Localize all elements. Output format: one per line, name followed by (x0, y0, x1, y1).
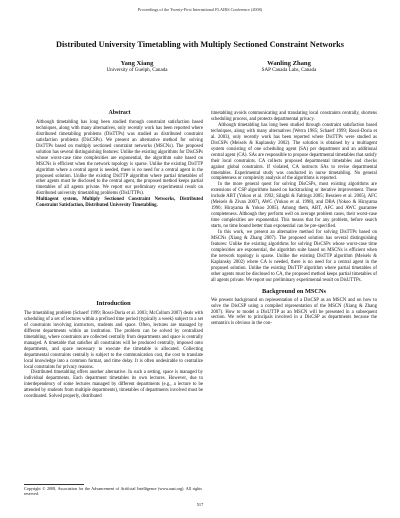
author-name: Wanling Zhang (267, 60, 311, 67)
introduction-section (24, 301, 203, 400)
paragraph: timetabling avoids communicating and translating local constraints centrally, shortens scheduling process, and protects departmental privacy. (211, 111, 377, 122)
paragraph: In the more general quest for solving DisCSPs, most existing algorithms are extensions of CSP algorithms based on backtracking or iterative improvement. These include ABT (Yokoo et al. 1992; Silaghi & Faltings 2005; Bessiere et al. 2005), AFC (Meisels & Zivan 2007), AWC (Yokoo et al. 1998), and DBA (Yokoo & Hirayama 1996; Hirayama & Yokoo 2005). Among them, ABT, AFC and AWC guarantee completeness. Although they perform well on average problem cases, their worst-case time complexities are exponential. This means that for any problem, before search starts, no time bound better than exponential can be pre-specified. (211, 182, 377, 230)
copyright-footnote: Copyright © 2008, Association for the Advancement of Artificial Intelligence (www.aaai.org). All rights reserved. (24, 486, 202, 496)
abstract-body: Although timetabling has long been studied through constraint satisfaction based techniques, along with many alternatives, only recently work has been reported where distributed timetabling problems (DisTTPs) was studied as distributed constraint satisfaction problems (DisCSPs). We present an alternative method for solving DisTTPs based on multiply sectioned constraint networks (MSCNs). The proposed solution has several distinguishing features: Unlike the existing algorithms for DisCSPs whose worst-case time complexities are exponential, the algorithm suite based on MSCNs is efficient when the network topology is sparse. Unlike the existing DisTTP algorithm where a central agent is needed, there is no need for a central agent in the proposed solution. Unlike the existing DisTTP algorithm where partial timetables of other agents must be disclosed to the central agent, the proposed method keeps partial timetables of all agents private. We report our preliminary experimental result on distributed university timetabling problems (DisUTTPs). (36, 119, 203, 197)
right-column (211, 111, 377, 327)
paper-title: Distributed University Timetabling with Multiply Sectioned Constraint Networks (55, 40, 345, 49)
author-name: Yang Xiang (120, 60, 154, 67)
author-block (214, 60, 364, 74)
background-heading: Background on MSCNs (262, 287, 326, 295)
paragraph: Distributed timetabling offers another alternative. In such a setting, space is managed by individual departments. Each department timetables its own lectures. However, due to interdependency of some lectures managed by different departments (e.g., a lecture to be attended by students from multiple departments), timetables of departments involved must be coordinated. Solved properly, distributed (24, 370, 203, 400)
introduction-heading: Introduction (96, 300, 131, 307)
paragraph: We present background on representation of a DisCSP as an MSCN and on how to solve the DisCSP using a compiled representation of the MSCN (Xiang & Zhang 2007). How to model a DisUTTP as an MSCN will be presented in a subsequent section. We refer to principals involved in a DisCSP as departments because the semantics is obvious in the con- (211, 297, 377, 327)
footnote-rule (24, 484, 84, 485)
author-block (62, 60, 212, 74)
paragraph: The timetabling problem (Schaerf 1999; Rossi-Doria et al. 2003; McCollum 2007) deals with scheduling of a set of lectures within a prefixed time period (typically a week) subject to a set of constraints involving instructors, students and space. Often, lectures are managed by different departments within an institution. The problem can be solved by centralized timetabling, where constraints are collected centrally from departments and space is centrally managed. A timetable that satisfies all constraints will be produced centrally, imposed onto departments, and space necessary to execute the timetable is allocated. Collecting departmental constraints centrally is subject to the communication cost, the cost to translate local knowledge into a common format, and time delay. It is often undesirable to centralize local constraints for privacy reasons. (24, 310, 203, 370)
proceedings-header: Proceedings of the Twenty-First International FLAIRS Conference (2008) (137, 7, 263, 12)
author-affiliation: University of Guelph, Canada (106, 67, 168, 73)
keywords: Multiagent system, Multiply Sectioned Constraint Networks, Distributed Constraint Satisfaction, Distributed University Timetabling. (36, 197, 203, 209)
abstract-section (36, 111, 203, 209)
page-number: 517 (196, 502, 204, 507)
author-affiliation: SAP Canada Labs, Canada (261, 67, 317, 73)
abstract-heading: Abstract (108, 110, 131, 116)
paragraph: Although timetabling has long been studied through constraint satisfaction based techniques, along with many alternatives (Werra 1985; Schaerf 1999; Rossi-Doria et al. 2003), only recently work has been reported where DisTTPs were studied as DisCSPs (Meisels & Kaplansky 2002). The solution is obtained by a multiagent system consisting of one scheduling agent (SA) per department and an additional central agent (CA). SAs are responsible to propose departmental timetables that satisfy their local constraints. CA collects proposed departmental timetables and checks against global constraints. If violated, CA instructs SAs to revise departmental timetables. Experimental study was conducted in nurse timetabling. No general completeness or complexity analysis of the algorithms is reported. (211, 122, 377, 182)
paragraph: In this work, we present an alternative method for solving DisTTPs based on MSCNs (Xiang & Zhang 2007). The proposed solution has several distinguishing features: Unlike the existing algorithms for solving DisCSPs whose worst-case time complexities are exponential, the algorithm suite based on MSCNs is efficient when the network topology is sparse. Unlike the existing DisTTP algorithm (Meisels & Kaplansky 2002) where CA is needed, there is no need for a central agent in the proposed solution. Unlike the existing DisTTP algorithm where partial timetables of other agents must be disclosed to CA, the proposed method keeps partial timetables of all agents private. We report our preliminary experimental result on DisUTTPs. (211, 230, 377, 283)
